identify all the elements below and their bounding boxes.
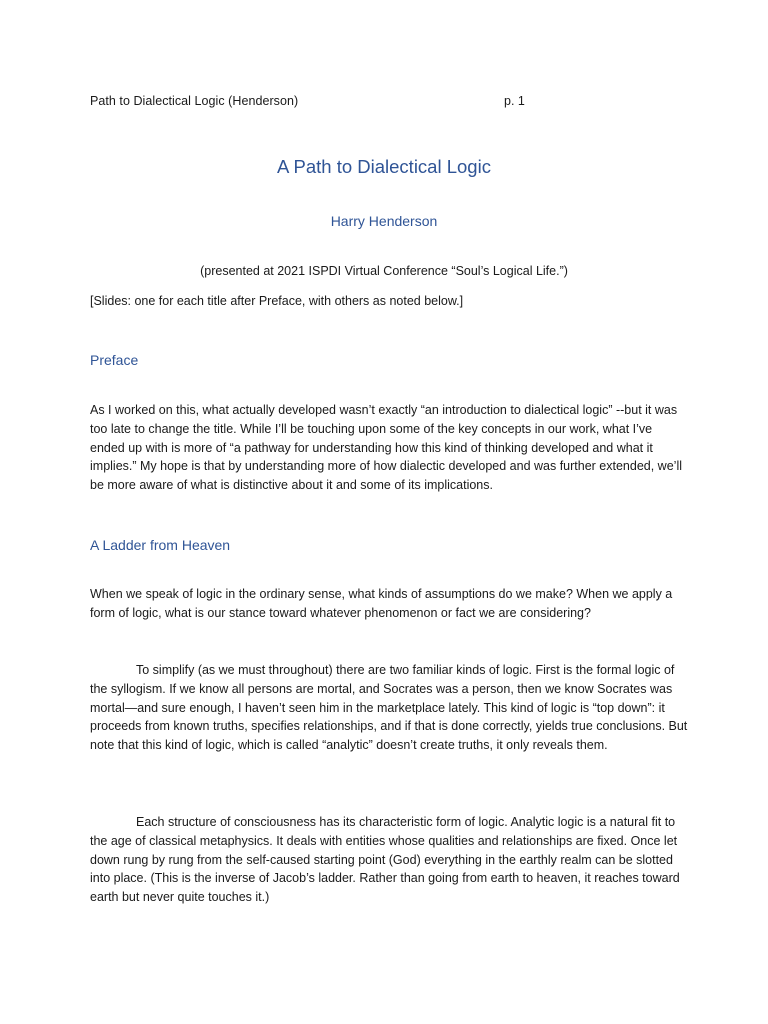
ladder-paragraph-3: Each structure of consciousness has its characteristic form of logic. Analytic logic is a natural fit to the age of classical metaphysics. It deals with entities whose qualities and relationships are fixed. Once let down rung by rung from the self-caused starting point (God) everything in the earthly realm can be slotted into place. (This is the inverse of Jacob’s ladder. Rather than going from earth to heaven, it reaches toward earth but never quite touches it.) (90, 815, 680, 905)
preface-paragraph: As I worked on this, what actually developed wasn’t exactly “an introduction to dialectical logic” --but it was too late to change the title. While I’ll be touching upon some of the key concepts in our work, what I’ve ended up with is more of “a pathway for understanding how this kind of thinking developed and what it implies.” My hope is that by understanding more of how dialectic developed and was further extended, we’ll be more aware of what is distinctive about it and some of its implications. (90, 403, 682, 493)
ladder-paragraph-2: To simplify (as we must throughout) there are two familiar kinds of logic. First is the formal logic of the syllogism. If we know all persons are mortal, and Socrates was a person, then we know Socrates was mortal—and sure enough, I haven’t seen him in the marketplace lately. This kind of logic is “top down”: it proceeds from known truths, specifies relationships, and if that is done correctly, yields true conclusions. But note that this kind of logic, which is called “analytic” doesn’t create truths, it only reveals them. (90, 663, 688, 753)
ladder-paragraph-1: When we speak of logic in the ordinary sense, what kinds of assumptions do we make? When we apply a form of logic, what is our stance toward whatever phenomenon or fact we are considering? (90, 587, 673, 620)
section-heading-ladder: A Ladder from Heaven (90, 537, 231, 553)
slides-note: [Slides: one for each title after Preface, with others as noted below.] (90, 294, 464, 308)
document-title: A Path to Dialectical Logic (277, 156, 491, 177)
running-header-title: Path to Dialectical Logic (Henderson) (90, 94, 299, 108)
page-number: p. 1 (504, 94, 525, 108)
document-author: Harry Henderson (330, 213, 438, 229)
presentation-note: (presented at 2021 ISPDI Virtual Conference “Soul’s Logical Life.”) (200, 264, 568, 278)
section-heading-preface: Preface (90, 352, 139, 368)
